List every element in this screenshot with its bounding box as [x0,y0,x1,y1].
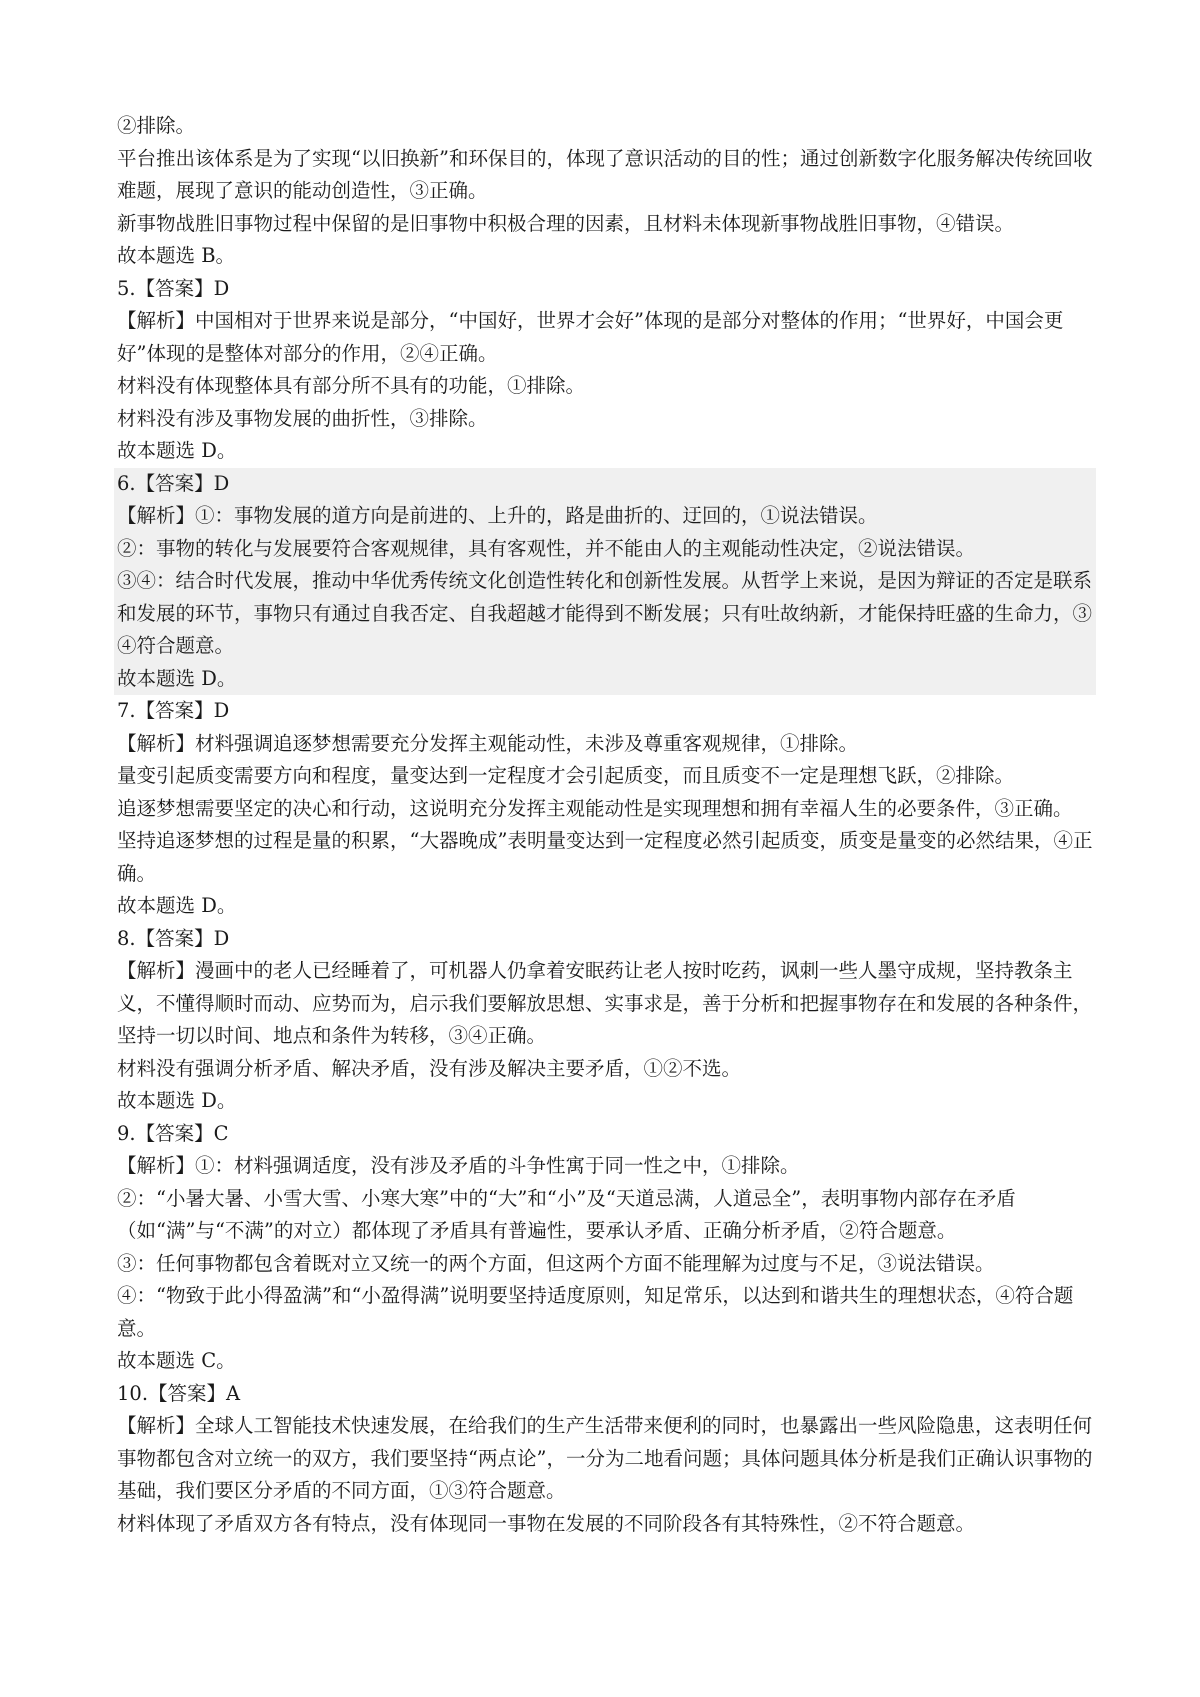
item-10 [117,1378,1093,1541]
text-line: 故本题选 C。 [117,1349,236,1372]
text-line: 【解析】①：材料强调适度，没有涉及矛盾的斗争性寓于同一性之中，①排除。 [117,1154,800,1177]
text-line: 故本题选 D。 [117,894,237,917]
text-line: 【解析】材料强调追逐梦想需要充分发挥主观能动性，未涉及尊重客观规律，①排除。 [117,731,859,755]
text-line: 【解析】中国相对于世界来说是部分，“中国好，世界才会好”体现的是部分对整体的作用；“世界好，中国会更好”体现的是整体对部分的作用，②④正确。 [117,309,1064,365]
item-9 [117,1118,1093,1378]
item-6-highlighted [114,468,1096,696]
item-4-tail [117,110,1093,273]
text-line: 故本题选 D。 [117,439,237,462]
answer-heading: 5.【答案】D [117,276,230,300]
text-line: ④：“物致于此小得盈满”和“小盈得满”说明要坚持适度原则，知足常乐，以达到和谐共生的理想状态，④符合题意。 [117,1284,1074,1340]
item-8 [117,923,1093,1118]
text-line: 【解析】全球人工智能技术快速发展，在给我们的生产生活带来便利的同时，也暴露出一些风险隐患，这表明任何事物都包含对立统一的双方，我们要坚持“两点论”，一分为二地看问题；具体问题具体分析是我们正确认识事物的基础，我们要区分矛盾的不同方面，①③符合题意。 [117,1414,1093,1502]
answer-heading: 8.【答案】D [117,926,230,950]
answer-heading: 9.【答案】C [117,1121,229,1145]
text-line: 材料没有涉及事物发展的曲折性，③排除。 [117,406,488,430]
text-line: 新事物战胜旧事物过程中保留的是旧事物中积极合理的因素，且材料未体现新事物战胜旧事物，④错误。 [117,211,1015,235]
text-line: 故本题选 D。 [117,1089,237,1112]
text-line: ③：任何事物都包含着既对立又统一的两个方面，但这两个方面不能理解为过度与不足，③说法错误。 [117,1251,995,1275]
item-5 [117,273,1093,468]
answer-heading: 6.【答案】D [117,471,230,495]
answer-heading: 7.【答案】D [117,699,230,722]
text-line: 故本题选 D。 [117,666,237,690]
text-line: 材料没有体现整体具有部分所不具有的功能，①排除。 [117,374,586,397]
text-line: ②：事物的转化与发展要符合客观规律，具有客观性，并不能由人的主观能动性决定，②说法错误。 [117,536,976,560]
text-line: 坚持追逐梦想的过程是量的积累，“大器晚成”表明量变达到一定程度必然引起质变，质变是量变的必然结果，④正确。 [117,829,1093,885]
item-7 [117,695,1093,923]
text-line: 故本题选 B。 [117,244,236,267]
text-line: ②：“小暑大暑、小雪大雪、小寒大寒”中的“大”和“小”及“天道忌满，人道忌全”，表明事物内部存在矛盾（如“满”与“不满”的对立）都体现了矛盾具有普遍性，要承认矛盾、正确分析矛盾，②符合题意。 [117,1186,1016,1242]
answer-heading: 10.【答案】A [117,1381,241,1405]
text-line: 材料体现了矛盾双方各有特点，没有体现同一事物在发展的不同阶段各有其特殊性，②不符合题意。 [117,1511,976,1535]
text-line: 量变引起质变需要方向和程度，量变达到一定程度才会引起质变，而且质变不一定是理想飞跃，②排除。 [117,764,1015,787]
text-line: 【解析】漫画中的老人已经睡着了，可机器人仍拿着安眠药让老人按时吃药，讽刺一些人墨守成规，坚持教条主义，不懂得顺时而动、应势而为，启示我们要解放思想、实事求是，善于分析和把握事物存在和发展的各种条件，坚持一切以时间、地点和条件为转移，③④正确。 [117,959,1093,1047]
text-line: 材料没有强调分析矛盾、解决矛盾，没有涉及解决主要矛盾，①②不选。 [117,1056,742,1080]
text-line: ②排除。 [117,114,196,137]
answer-explanations [117,110,1093,1540]
text-line: 追逐梦想需要坚定的决心和行动，这说明充分发挥主观能动性是实现理想和拥有幸福人生的必要条件，③正确。 [117,796,1073,820]
text-line: 平台推出该体系是为了实现“以旧换新”和环保目的，体现了意识活动的目的性；通过创新数字化服务解决传统回收难题，展现了意识的能动创造性，③正确。 [117,146,1093,202]
text-line: ③④：结合时代发展，推动中华优秀传统文化创造性转化和创新性发展。从哲学上来说，是因为辩证的否定是联系和发展的环节，事物只有通过自我否定、自我超越才能得到不断发展；只有吐故纳新，才能保持旺盛的生命力，③④符合题意。 [117,569,1093,657]
text-line: 【解析】①：事物发展的道方向是前进的、上升的，路是曲折的、迂回的，①说法错误。 [117,504,878,527]
